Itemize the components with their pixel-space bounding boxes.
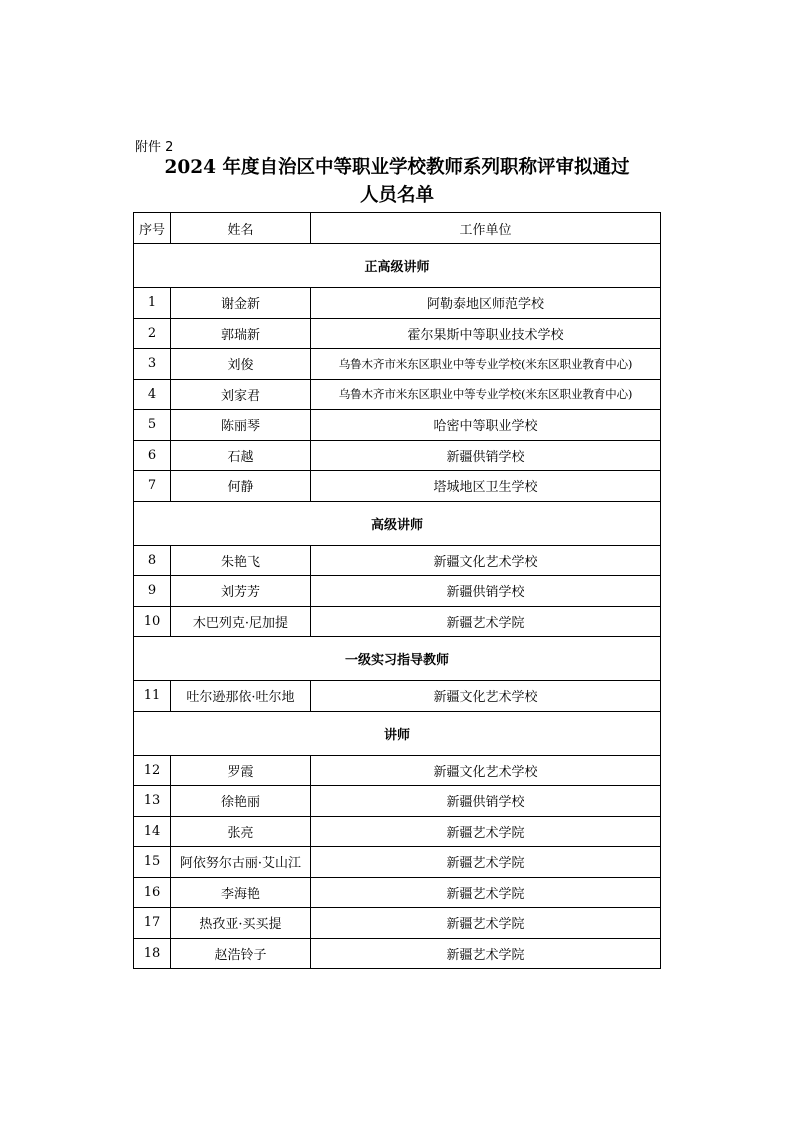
table-row (134, 379, 661, 410)
table-row (134, 681, 661, 712)
table-row (134, 288, 661, 319)
row-no: 13 (134, 786, 171, 817)
row-no: 14 (134, 816, 171, 847)
row-name: 赵浩铃子 (171, 938, 311, 969)
row-name: 石越 (171, 440, 311, 471)
section-title: 一级实习指导教师 (134, 637, 661, 681)
row-unit: 新疆供销学校 (311, 786, 661, 817)
table-row (134, 877, 661, 908)
table-row (134, 440, 661, 471)
row-name: 吐尔逊那依·吐尔地 (171, 681, 311, 712)
table-row (134, 576, 661, 607)
personnel-table (133, 212, 661, 969)
row-no: 10 (134, 606, 171, 637)
section-row (134, 244, 661, 288)
row-unit: 新疆艺术学院 (311, 877, 661, 908)
header-unit: 工作单位 (311, 213, 661, 244)
table-row (134, 606, 661, 637)
row-name: 陈丽琴 (171, 410, 311, 441)
table-row (134, 318, 661, 349)
table-row (134, 847, 661, 878)
row-no: 9 (134, 576, 171, 607)
row-unit: 新疆艺术学院 (311, 816, 661, 847)
row-no: 11 (134, 681, 171, 712)
row-unit: 乌鲁木齐市米东区职业中等专业学校(米东区职业教育中心) (311, 379, 661, 410)
section-row (134, 711, 661, 755)
row-name: 朱艳飞 (171, 545, 311, 576)
row-name: 罗霞 (171, 755, 311, 786)
row-name: 刘俊 (171, 349, 311, 380)
row-no: 2 (134, 318, 171, 349)
row-unit: 乌鲁木齐市米东区职业中等专业学校(米东区职业教育中心) (311, 349, 661, 380)
row-unit: 新疆艺术学院 (311, 938, 661, 969)
table-row (134, 816, 661, 847)
row-unit: 阿勒泰地区师范学校 (311, 288, 661, 319)
row-no: 17 (134, 908, 171, 939)
row-unit: 新疆文化艺术学校 (311, 681, 661, 712)
row-name: 李海艳 (171, 877, 311, 908)
document-title: 2024 年度自治区中等职业学校教师系列职称评审拟通过 (164, 157, 630, 178)
row-unit: 新疆供销学校 (311, 576, 661, 607)
section-title: 正高级讲师 (134, 244, 661, 288)
row-no: 4 (134, 379, 171, 410)
row-no: 1 (134, 288, 171, 319)
section-row (134, 501, 661, 545)
row-no: 8 (134, 545, 171, 576)
row-no: 12 (134, 755, 171, 786)
row-unit: 新疆文化艺术学校 (311, 545, 661, 576)
section-row (134, 637, 661, 681)
header-name: 姓名 (171, 213, 311, 244)
row-unit: 新疆艺术学院 (311, 908, 661, 939)
row-no: 18 (134, 938, 171, 969)
table-row (134, 349, 661, 380)
row-unit: 塔城地区卫生学校 (311, 471, 661, 502)
table-row (134, 755, 661, 786)
row-no: 6 (134, 440, 171, 471)
attachment-label: 附件 2 (135, 140, 174, 155)
row-name: 谢金新 (171, 288, 311, 319)
row-name: 何静 (171, 471, 311, 502)
row-name: 热孜亚·买买提 (171, 908, 311, 939)
row-name: 阿依努尔古丽·艾山江 (171, 847, 311, 878)
table-row (134, 471, 661, 502)
row-name: 徐艳丽 (171, 786, 311, 817)
header-no: 序号 (134, 213, 171, 244)
row-unit: 新疆供销学校 (311, 440, 661, 471)
row-no: 15 (134, 847, 171, 878)
table-header-row (134, 213, 661, 244)
section-title: 讲师 (134, 711, 661, 755)
row-no: 5 (134, 410, 171, 441)
row-unit: 新疆文化艺术学校 (311, 755, 661, 786)
row-name: 木巴列克·尼加提 (171, 606, 311, 637)
row-name: 刘家君 (171, 379, 311, 410)
row-name: 郭瑞新 (171, 318, 311, 349)
row-unit: 新疆艺术学院 (311, 606, 661, 637)
row-unit: 霍尔果斯中等职业技术学校 (311, 318, 661, 349)
row-unit: 新疆艺术学院 (311, 847, 661, 878)
row-name: 刘芳芳 (171, 576, 311, 607)
row-no: 16 (134, 877, 171, 908)
row-name: 张亮 (171, 816, 311, 847)
document-title-line2: 人员名单 (359, 185, 434, 206)
row-no: 7 (134, 471, 171, 502)
table-row (134, 786, 661, 817)
section-title: 高级讲师 (134, 501, 661, 545)
table-row (134, 410, 661, 441)
row-no: 3 (134, 349, 171, 380)
table-row (134, 938, 661, 969)
row-unit: 哈密中等职业学校 (311, 410, 661, 441)
table-row (134, 908, 661, 939)
table-row (134, 545, 661, 576)
